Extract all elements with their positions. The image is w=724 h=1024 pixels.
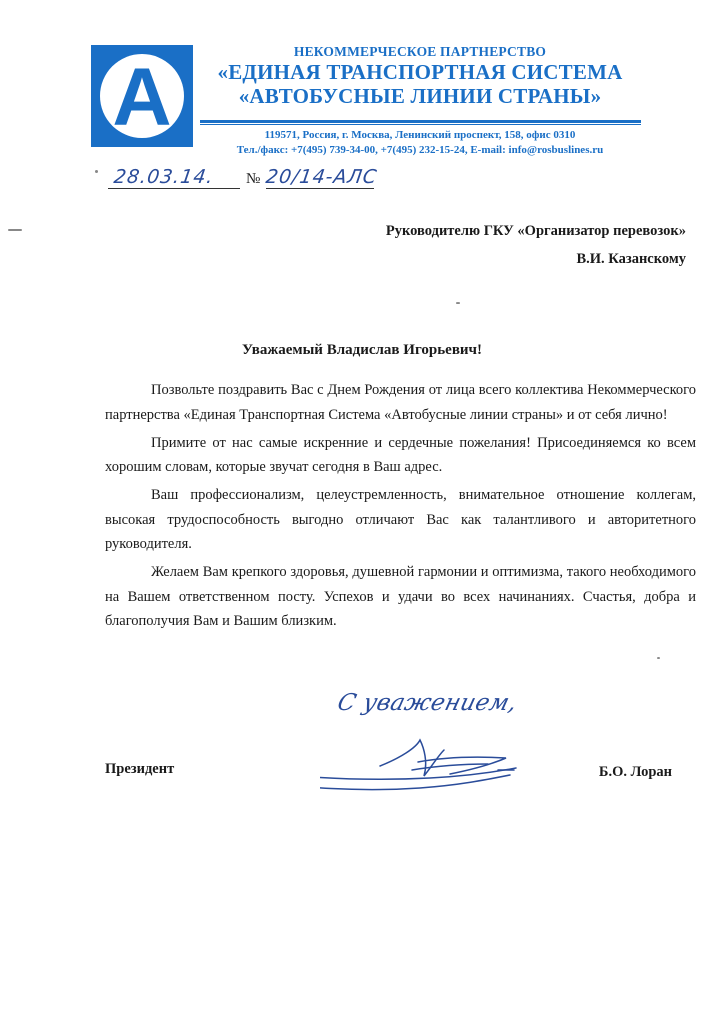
scan-speck: [8, 229, 22, 231]
scan-speck: [657, 657, 660, 659]
salutation: Уважаемый Владислав Игорьевич!: [241, 342, 483, 358]
organization-header: [200, 44, 640, 108]
body-paragraph: Примите от нас самые искренние и сердечные пожелания! Присоединяемся ко всем хорошим словам, которые звучат сегодня в Ваш адрес.: [105, 434, 696, 475]
organization-type: НЕКОММЕРЧЕСКОЕ ПАРТНЕРСТВО: [293, 44, 547, 59]
handwritten-signature-area: [320, 688, 560, 798]
organization-logo: [91, 45, 193, 147]
signer-title: Президент: [105, 761, 175, 777]
registration-date: 28.03.14.: [112, 166, 216, 188]
body-paragraph: Ваш профессионализм, целеустремленность, внимательное отношение коллегам, высокая трудоспособность выгодно отличают Вас как талантливого и авторитетного руководителя.: [105, 487, 696, 552]
number-underline: [266, 188, 374, 189]
organization-phone-email: Тел./факс: +7(495) 739-34-00, +7(495) 232-15-24, E-mail: info@rosbuslines.ru: [236, 144, 604, 156]
date-underline: [108, 188, 240, 189]
organization-name-line2: «АВТОБУСНЫЕ ЛИНИИ СТРАНЫ»: [238, 84, 602, 108]
registration-line: [100, 166, 390, 194]
signer-name: Б.О. Лоран: [598, 764, 672, 780]
scan-speck: [95, 170, 98, 173]
number-sign: №: [246, 171, 261, 187]
svg-text:А: А: [112, 53, 172, 139]
addressee-name: В.И. Казанскому: [576, 251, 686, 267]
logo-a-icon: [99, 53, 185, 139]
addressee-position: Руководителю ГКУ «Организатор перевозок»: [385, 223, 686, 239]
organization-address: 119571, Россия, г. Москва, Ленинский проспект, 158, офис 0310: [264, 129, 576, 141]
signature-icon: [320, 718, 560, 798]
handwritten-closing: С уважением,: [334, 690, 520, 716]
addressee-block: [386, 217, 686, 273]
registration-number: 20/14-АЛС: [264, 166, 379, 188]
organization-name-line1: «ЕДИНАЯ ТРАНСПОРТНАЯ СИСТЕМА: [217, 60, 623, 84]
scan-speck: [456, 302, 460, 304]
body-paragraph: Позвольте поздравить Вас с Днем Рождения от лица всего коллектива Некоммерческого партнерства «Единая Транспортная Система «Автобусные линии страны» и от себя лично!: [105, 382, 696, 423]
body-paragraph: Желаем Вам крепкого здоровья, душевной гармонии и оптимизма, такого необходимого на Вашем ответственном посту. Успехов и удачи во всех начинаниях. Счастья, добра и благополучия Вам и Вашим близким.: [105, 564, 696, 629]
letter-body: [105, 378, 696, 634]
header-divider: [200, 120, 641, 125]
organization-contacts: [200, 128, 640, 158]
